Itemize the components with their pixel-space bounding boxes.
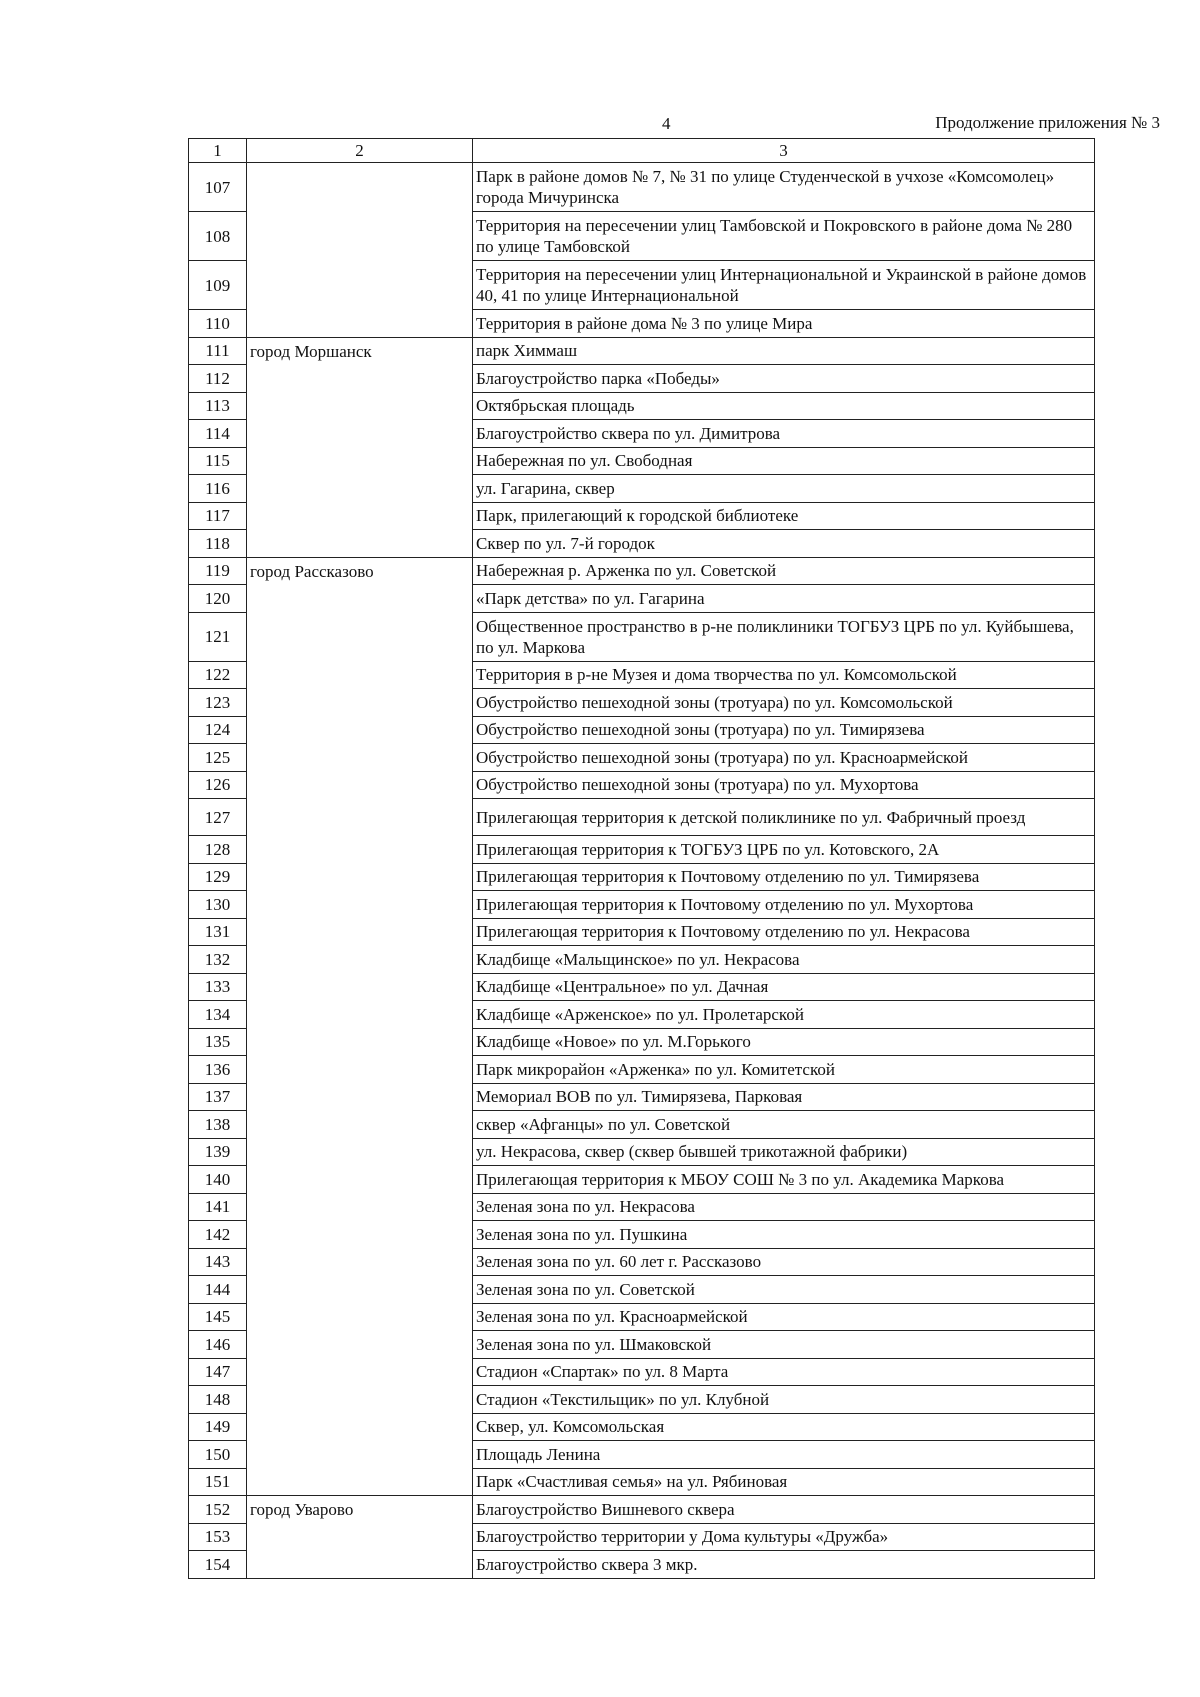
table-row [189, 585, 1095, 613]
row-number: 132 [189, 946, 247, 974]
town-cell [247, 261, 473, 310]
table-row [189, 771, 1095, 799]
object-description: Парк микрорайон «Арженка» по ул. Комитетской [473, 1056, 1095, 1084]
row-number: 144 [189, 1276, 247, 1304]
table-row [189, 1083, 1095, 1111]
row-number: 114 [189, 420, 247, 448]
row-number: 120 [189, 585, 247, 613]
row-number: 109 [189, 261, 247, 310]
table-row [189, 1386, 1095, 1414]
row-number: 119 [189, 557, 247, 585]
table-row [189, 836, 1095, 864]
row-number: 123 [189, 689, 247, 717]
object-description: Площадь Ленина [473, 1441, 1095, 1469]
row-number: 147 [189, 1358, 247, 1386]
town-cell [247, 918, 473, 946]
row-number: 108 [189, 212, 247, 261]
row-number: 152 [189, 1496, 247, 1524]
town-cell [247, 1551, 473, 1579]
table-row [189, 447, 1095, 475]
row-number: 130 [189, 891, 247, 919]
page-number: 4 [662, 114, 671, 133]
table-row [189, 310, 1095, 338]
object-description: Благоустройство сквера 3 мкр. [473, 1551, 1095, 1579]
object-description: Прилегающая территория к ТОГБУЗ ЦРБ по ул. Котовского, 2А [473, 836, 1095, 864]
town-cell [247, 530, 473, 558]
table-row [189, 1358, 1095, 1386]
object-description: Общественное пространство в р-не поликлиники ТОГБУЗ ЦРБ по ул. Куйбышева, по ул. Маркова [473, 612, 1095, 661]
town-cell [247, 585, 473, 613]
town-cell [247, 1193, 473, 1221]
table-row [189, 1056, 1095, 1084]
table-row [189, 918, 1095, 946]
row-number: 139 [189, 1138, 247, 1166]
table-row [189, 1331, 1095, 1359]
object-description: Обустройство пешеходной зоны (тротуара) по ул. Комсомольской [473, 689, 1095, 717]
table-row [189, 530, 1095, 558]
table-row [189, 612, 1095, 661]
object-description: Стадион «Текстильщик» по ул. Клубной [473, 1386, 1095, 1414]
town-cell [247, 1441, 473, 1469]
table-row [189, 261, 1095, 310]
table-row [189, 1468, 1095, 1496]
table-row [189, 799, 1095, 836]
row-number: 145 [189, 1303, 247, 1331]
row-number: 107 [189, 163, 247, 212]
object-description: Кладбище «Новое» по ул. М.Горького [473, 1028, 1095, 1056]
object-description: Кладбище «Арженское» по ул. Пролетарской [473, 1001, 1095, 1029]
town-cell [247, 716, 473, 744]
town-cell [247, 1331, 473, 1359]
object-description: Кладбище «Мальщинское» по ул. Некрасова [473, 946, 1095, 974]
town-cell [247, 447, 473, 475]
row-number: 128 [189, 836, 247, 864]
row-number: 133 [189, 973, 247, 1001]
object-description: Территория на пересечении улиц Тамбовской и Покровского в районе дома № 280 по улице Тамбовской [473, 212, 1095, 261]
table-row [189, 1193, 1095, 1221]
town-cell [247, 946, 473, 974]
table-row [189, 1551, 1095, 1579]
table-row [189, 163, 1095, 212]
object-description: Благоустройство территории у Дома культуры «Дружба» [473, 1523, 1095, 1551]
row-number: 141 [189, 1193, 247, 1221]
continuation-note: Продолжение приложения № 3 [935, 113, 1160, 132]
table-row [189, 744, 1095, 772]
object-description: сквер «Афганцы» по ул. Советской [473, 1111, 1095, 1139]
table-row [189, 1166, 1095, 1194]
table-row [189, 1441, 1095, 1469]
town-cell [247, 612, 473, 661]
row-number: 129 [189, 863, 247, 891]
row-number: 110 [189, 310, 247, 338]
object-description: Парк, прилегающий к городской библиотеке [473, 502, 1095, 530]
object-description: парк Химмаш [473, 337, 1095, 365]
town-cell [247, 1523, 473, 1551]
table-row [189, 946, 1095, 974]
town-cell [247, 475, 473, 503]
object-description: Зеленая зона по ул. Красноармейской [473, 1303, 1095, 1331]
object-description: Мемориал ВОВ по ул. Тимирязева, Парковая [473, 1083, 1095, 1111]
town-cell [247, 1386, 473, 1414]
row-number: 143 [189, 1248, 247, 1276]
row-number: 111 [189, 337, 247, 365]
object-description: Парк в районе домов № 7, № 31 по улице Студенческой в учхозе «Комсомолец» города Мичуринска [473, 163, 1095, 212]
column-header: 2 [247, 139, 473, 163]
town-cell [247, 1468, 473, 1496]
table-row [189, 1276, 1095, 1304]
town-cell [247, 799, 473, 836]
table-row [189, 1001, 1095, 1029]
table-row [189, 1523, 1095, 1551]
row-number: 153 [189, 1523, 247, 1551]
object-description: Благоустройство сквера по ул. Димитрова [473, 420, 1095, 448]
row-number: 142 [189, 1221, 247, 1249]
town-cell [247, 1138, 473, 1166]
object-description: Парк «Счастливая семья» на ул. Рябиновая [473, 1468, 1095, 1496]
object-description: Обустройство пешеходной зоны (тротуара) по ул. Тимирязева [473, 716, 1095, 744]
town-cell [247, 420, 473, 448]
town-cell [247, 1001, 473, 1029]
town-cell [247, 502, 473, 530]
town-cell [247, 1303, 473, 1331]
object-description: Набережная р. Арженка по ул. Советской [473, 557, 1095, 585]
object-description: Обустройство пешеходной зоны (тротуара) по ул. Красноармейской [473, 744, 1095, 772]
object-description: Территория в р-не Музея и дома творчества по ул. Комсомольской [473, 661, 1095, 689]
row-number: 122 [189, 661, 247, 689]
row-number: 112 [189, 365, 247, 393]
table-row [189, 1111, 1095, 1139]
row-number: 131 [189, 918, 247, 946]
row-number: 117 [189, 502, 247, 530]
town-cell [247, 744, 473, 772]
table-row [189, 891, 1095, 919]
table-row [189, 1248, 1095, 1276]
table-body [189, 163, 1095, 1579]
row-number: 134 [189, 1001, 247, 1029]
town-cell [247, 1166, 473, 1194]
row-number: 137 [189, 1083, 247, 1111]
town-cell: город Рассказово [247, 557, 473, 585]
object-description: Сквер, ул. Комсомольская [473, 1413, 1095, 1441]
town-cell [247, 836, 473, 864]
object-description: Сквер по ул. 7-й городок [473, 530, 1095, 558]
town-cell [247, 973, 473, 1001]
object-description: Зеленая зона по ул. Некрасова [473, 1193, 1095, 1221]
table-row [189, 716, 1095, 744]
town-cell [247, 1056, 473, 1084]
object-description: ул. Некрасова, сквер (сквер бывшей трикотажной фабрики) [473, 1138, 1095, 1166]
object-description: Октябрьская площадь [473, 392, 1095, 420]
town-cell [247, 689, 473, 717]
town-cell [247, 1083, 473, 1111]
town-cell [247, 365, 473, 393]
row-number: 113 [189, 392, 247, 420]
town-cell: город Уварово [247, 1496, 473, 1524]
town-cell [247, 163, 473, 212]
objects-table [188, 138, 1095, 1579]
table-row [189, 863, 1095, 891]
row-number: 138 [189, 1111, 247, 1139]
object-description: Территория в районе дома № 3 по улице Мира [473, 310, 1095, 338]
table-row [189, 337, 1095, 365]
object-description: ул. Гагарина, сквер [473, 475, 1095, 503]
object-description: Набережная по ул. Свободная [473, 447, 1095, 475]
town-cell [247, 1276, 473, 1304]
town-cell: город Моршанск [247, 337, 473, 365]
town-cell [247, 1028, 473, 1056]
town-cell [247, 661, 473, 689]
town-cell [247, 212, 473, 261]
object-description: «Парк детства» по ул. Гагарина [473, 585, 1095, 613]
object-description: Зеленая зона по ул. Пушкина [473, 1221, 1095, 1249]
table-row [189, 1413, 1095, 1441]
object-description: Благоустройство Вишневого сквера [473, 1496, 1095, 1524]
row-number: 115 [189, 447, 247, 475]
table-row [189, 661, 1095, 689]
object-description: Прилегающая территория к Почтовому отделению по ул. Тимирязева [473, 863, 1095, 891]
table-row [189, 557, 1095, 585]
object-description: Прилегающая территория к МБОУ СОШ № 3 по ул. Академика Маркова [473, 1166, 1095, 1194]
town-cell [247, 1248, 473, 1276]
table-row [189, 1496, 1095, 1524]
town-cell [247, 1111, 473, 1139]
table-row [189, 392, 1095, 420]
row-number: 116 [189, 475, 247, 503]
row-number: 124 [189, 716, 247, 744]
row-number: 154 [189, 1551, 247, 1579]
table-row [189, 689, 1095, 717]
table-row [189, 502, 1095, 530]
town-cell [247, 891, 473, 919]
town-cell [247, 771, 473, 799]
row-number: 151 [189, 1468, 247, 1496]
table-row [189, 1028, 1095, 1056]
row-number: 136 [189, 1056, 247, 1084]
object-description: Зеленая зона по ул. Советской [473, 1276, 1095, 1304]
row-number: 125 [189, 744, 247, 772]
town-cell [247, 310, 473, 338]
object-description: Территория на пересечении улиц Интернациональной и Украинской в районе домов 40, 41 по улице Интернациональной [473, 261, 1095, 310]
object-description: Стадион «Спартак» по ул. 8 Марта [473, 1358, 1095, 1386]
town-cell [247, 392, 473, 420]
row-number: 118 [189, 530, 247, 558]
column-header: 1 [189, 139, 247, 163]
table-row [189, 475, 1095, 503]
table-row [189, 212, 1095, 261]
object-description: Зеленая зона по ул. 60 лет г. Рассказово [473, 1248, 1095, 1276]
object-description: Прилегающая территория к Почтовому отделению по ул. Некрасова [473, 918, 1095, 946]
row-number: 149 [189, 1413, 247, 1441]
header-row [189, 139, 1095, 163]
object-description: Прилегающая территория к Почтовому отделению по ул. Мухортова [473, 891, 1095, 919]
town-cell [247, 1221, 473, 1249]
object-description: Кладбище «Центральное» по ул. Дачная [473, 973, 1095, 1001]
row-number: 140 [189, 1166, 247, 1194]
object-description: Прилегающая территория к детской поликлинике по ул. Фабричный проезд [473, 799, 1095, 836]
table-row [189, 1221, 1095, 1249]
row-number: 127 [189, 799, 247, 836]
table-row [189, 1303, 1095, 1331]
town-cell [247, 1413, 473, 1441]
row-number: 146 [189, 1331, 247, 1359]
town-cell [247, 863, 473, 891]
town-cell [247, 1358, 473, 1386]
table-row [189, 365, 1095, 393]
object-description: Благоустройство парка «Победы» [473, 365, 1095, 393]
object-description: Обустройство пешеходной зоны (тротуара) по ул. Мухортова [473, 771, 1095, 799]
row-number: 150 [189, 1441, 247, 1469]
object-description: Зеленая зона по ул. Шмаковской [473, 1331, 1095, 1359]
row-number: 126 [189, 771, 247, 799]
row-number: 148 [189, 1386, 247, 1414]
column-header: 3 [473, 139, 1095, 163]
row-number: 121 [189, 612, 247, 661]
row-number: 135 [189, 1028, 247, 1056]
table-row [189, 420, 1095, 448]
table-row [189, 1138, 1095, 1166]
table-row [189, 973, 1095, 1001]
